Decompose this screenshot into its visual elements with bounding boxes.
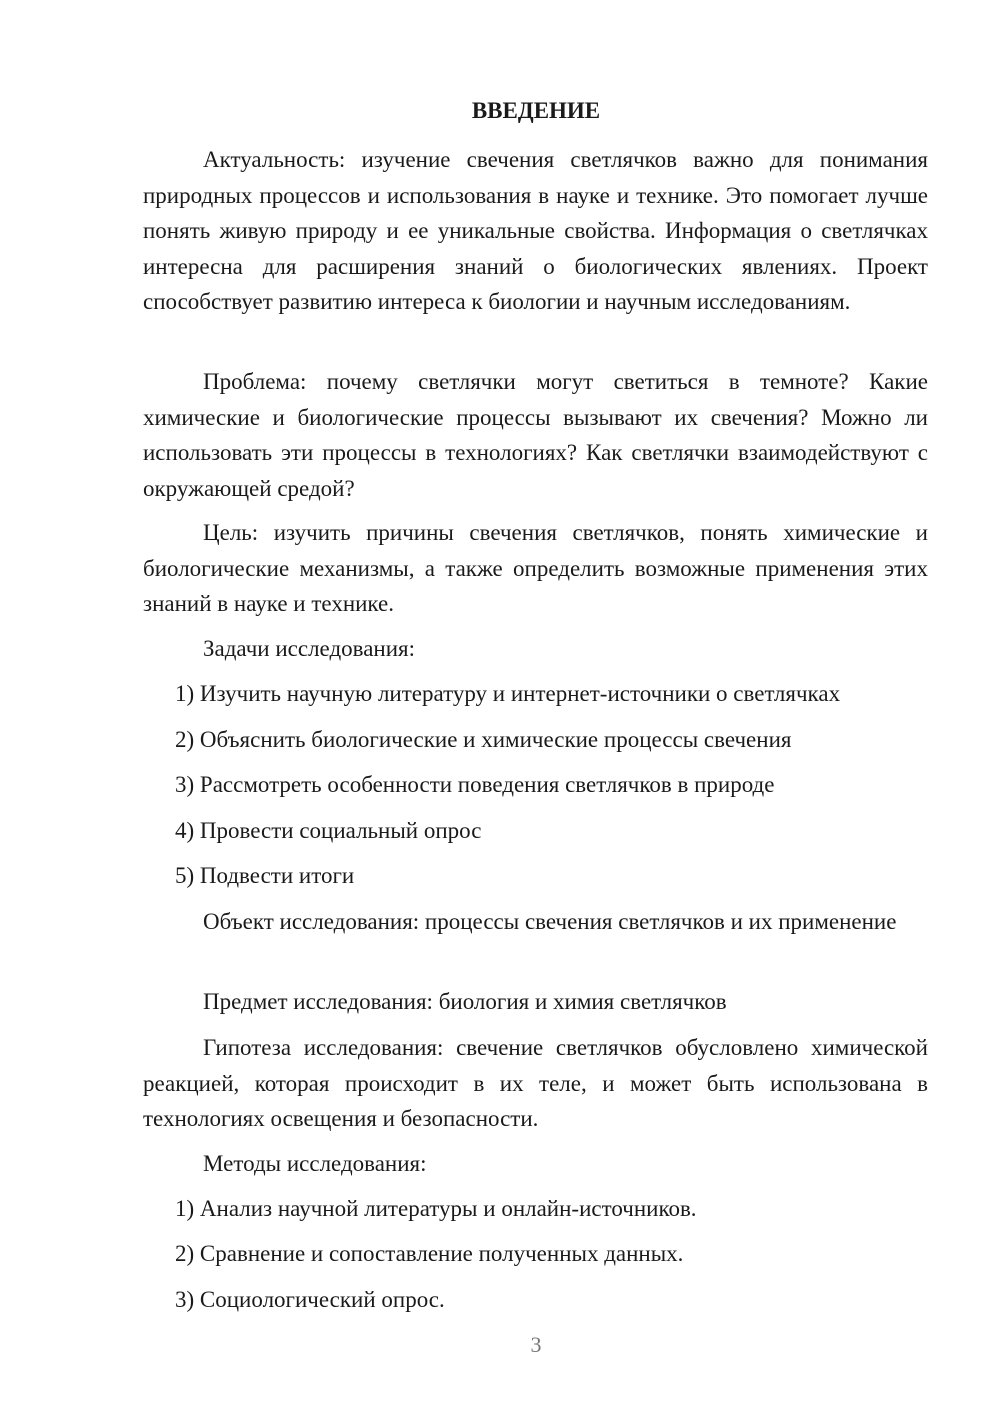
method-item: 3) Социологический опрос. xyxy=(175,1287,445,1312)
problem-paragraph: Проблема: почему светлячки могут светиться в темноте? Какие химические и биологические процессы вызывают их свечения? Можно ли использовать эти процессы в технологиях? Как светлячки взаимодействуют с окружающей средой? xyxy=(143,369,928,501)
object-paragraph: Объект исследования: процессы свечения светлячков и их применение xyxy=(203,909,897,934)
task-item: 5) Подвести итоги xyxy=(175,863,355,888)
page-number: 3 xyxy=(530,1332,542,1357)
relevance-paragraph: Актуальность: изучение свечения светлячков важно для понимания природных процессов и использования в науке и технике. Это помогает лучше понять живую природу и ее уникальные свойства. Информация о светлячках интересна для расширения знаний о биологических явлениях. Проект способствует развитию интереса к биологии и научным исследованиям. xyxy=(143,147,928,314)
section-title: ВВЕДЕНИЕ xyxy=(471,98,601,123)
task-item: 1) Изучить научную литературу и интернет-источники о светлячках xyxy=(175,681,841,706)
subject-paragraph: Предмет исследования: биология и химия светлячков xyxy=(203,989,727,1014)
method-item: 2) Сравнение и сопоставление полученных данных. xyxy=(175,1241,684,1266)
methods-heading: Методы исследования: xyxy=(203,1151,427,1176)
method-item: 1) Анализ научной литературы и онлайн-источников. xyxy=(175,1196,697,1221)
hypothesis-paragraph: Гипотеза исследования: свечение светлячков обусловлено химической реакцией, которая происходит в их теле, и может быть использована в технологиях освещения и безопасности. xyxy=(143,1035,928,1131)
task-item: 4) Провести социальный опрос xyxy=(175,818,482,843)
task-item: 3) Рассмотреть особенности поведения светлячков в природе xyxy=(175,772,775,797)
task-item: 2) Объяснить биологические и химические процессы свечения xyxy=(175,727,792,752)
tasks-heading: Задачи исследования: xyxy=(203,636,416,661)
goal-paragraph: Цель: изучить причины свечения светлячков, понять химические и биологические механизмы, а также определить возможные применения этих знаний в науке и технике. xyxy=(143,520,928,616)
